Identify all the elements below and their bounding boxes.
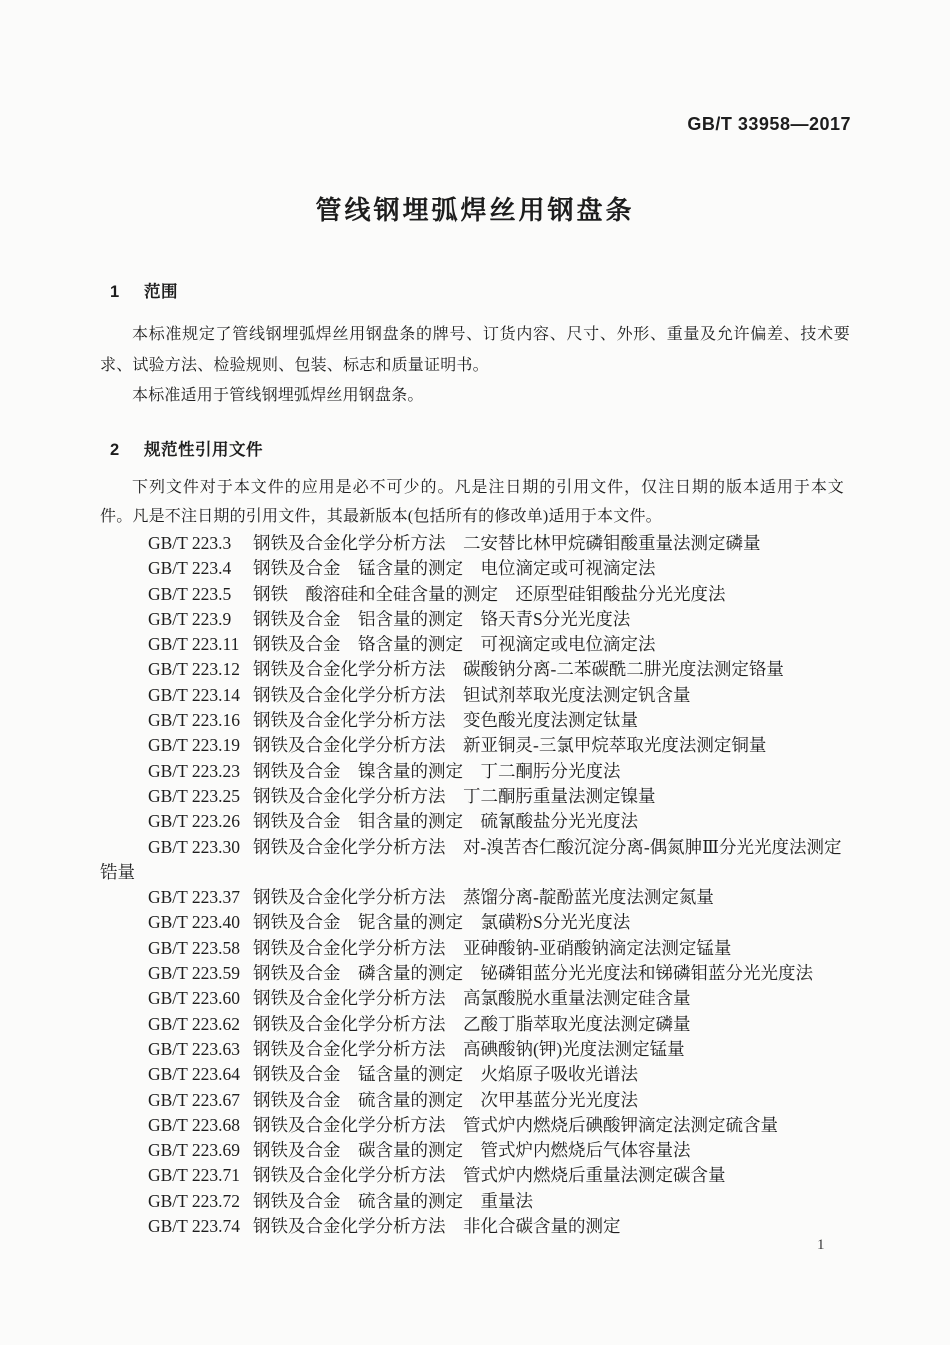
scope-paragraph-1: 本标准规定了管线钢埋弧焊丝用钢盘条的牌号、订货内容、尺寸、外形、重量及允许偏差、技术要求、试验方法、检验规则、包装、标志和质量证明书。 <box>100 326 850 374</box>
reference-item <box>100 1138 850 1163</box>
reference-title: 钢铁及合金 硫含量的测定 次甲基蓝分光光度法 <box>253 1089 638 1110</box>
reference-title: 钢铁及合金化学分析方法 管式炉内燃烧后碘酸钾滴定法测定硫含量 <box>253 1114 778 1135</box>
reference-item <box>100 1163 850 1188</box>
reference-code: GB/T 223.59 <box>148 963 241 984</box>
reference-code: GB/T 223.14 <box>148 684 241 705</box>
reference-title: 钢铁及合金化学分析方法 变色酸光度法测定钛量 <box>253 710 638 731</box>
section-scope-title: 范围 <box>144 283 178 301</box>
reference-title: 钢铁及合金化学分析方法 乙酸丁脂萃取光度法测定磷量 <box>253 1013 691 1034</box>
reference-code: GB/T 223.58 <box>148 937 241 958</box>
reference-title: 钢铁及合金化学分析方法 丁二酮肟重量法测定镍量 <box>253 785 656 806</box>
reference-code: GB/T 223.69 <box>148 1140 241 1161</box>
reference-item <box>100 1062 850 1087</box>
reference-item <box>100 556 850 581</box>
reference-item <box>100 1012 850 1037</box>
section-normative-references-title: 规范性引用文件 <box>144 441 263 459</box>
reference-item <box>100 885 850 910</box>
reference-title: 钢铁及合金 锰含量的测定 火焰原子吸收光谱法 <box>253 1064 638 1085</box>
section-normative-references-number: 2 <box>110 441 120 459</box>
reference-item <box>100 607 850 632</box>
reference-code: GB/T 223.3 <box>148 533 232 553</box>
scope-paragraph-2: 本标准适用于管线钢埋弧焊丝用钢盘条。 <box>132 387 424 404</box>
reference-title: 钢铁及合金化学分析方法 高氯酸脱水重量法测定硅含量 <box>253 988 691 1009</box>
reference-item <box>100 657 850 682</box>
reference-code: GB/T 223.72 <box>148 1190 241 1211</box>
reference-title: 钢铁及合金 硫含量的测定 重量法 <box>253 1190 533 1211</box>
reference-code: GB/T 223.11 <box>148 634 240 655</box>
reference-item <box>100 582 850 607</box>
reference-code: GB/T 223.37 <box>148 887 241 908</box>
section-normative-references-heading <box>110 436 263 460</box>
reference-title: 钢铁及合金化学分析方法 二安替比林甲烷磷钼酸重量法测定磷量 <box>253 533 761 553</box>
reference-title: 钢铁及合金化学分析方法 钽试剂萃取光度法测定钒含量 <box>253 684 691 705</box>
reference-code: GB/T 223.23 <box>148 760 241 781</box>
section-scope-heading <box>110 278 178 302</box>
reference-title: 钢铁及合金 铝含量的测定 铬天青S分光光度法 <box>253 608 631 629</box>
reference-code: GB/T 223.9 <box>148 608 232 629</box>
reference-item <box>100 733 850 758</box>
reference-item <box>100 531 850 556</box>
reference-code: GB/T 223.26 <box>148 811 241 832</box>
reference-item <box>100 809 850 834</box>
reference-title: 钢铁及合金化学分析方法 蒸馏分离-靛酚蓝光度法测定氮量 <box>253 887 714 908</box>
reference-title: 钢铁及合金化学分析方法 对-溴苦杏仁酸沉淀分离-偶氮胂Ⅲ分光光度法测定锆量 <box>100 836 842 882</box>
reference-title: 钢铁及合金 钼含量的测定 硫氰酸盐分光光度法 <box>253 811 638 832</box>
reference-item <box>100 1113 850 1138</box>
normative-references-intro: 下列文件对于本文件的应用是必不可少的。凡是注日期的引用文件，仅注日期的版本适用于本文件。凡是不注日期的引用文件，其最新版本(包括所有的修改单)适用于本文件。 <box>100 479 844 525</box>
reference-title: 钢铁及合金 磷含量的测定 铋磷钼蓝分光光度法和锑磷钼蓝分光光度法 <box>253 963 813 984</box>
reference-code: GB/T 223.74 <box>148 1216 241 1237</box>
reference-title: 钢铁及合金化学分析方法 管式炉内燃烧后重量法测定碳含量 <box>253 1165 726 1186</box>
reference-code: GB/T 223.16 <box>148 710 241 731</box>
reference-code: GB/T 223.68 <box>148 1114 241 1135</box>
reference-code: GB/T 223.25 <box>148 785 241 806</box>
reference-code: GB/T 223.4 <box>148 558 232 579</box>
reference-title: 钢铁及合金化学分析方法 非化合碳含量的测定 <box>253 1216 621 1237</box>
reference-code: GB/T 223.30 <box>148 836 241 857</box>
reference-code: GB/T 223.12 <box>148 659 241 680</box>
reference-title: 钢铁及合金化学分析方法 新亚铜灵-三氯甲烷萃取光度法测定铜量 <box>253 735 767 756</box>
reference-title: 钢铁及合金 碳含量的测定 管式炉内燃烧后气体容量法 <box>253 1140 691 1161</box>
standard-code-header: GB/T 33958—2017 <box>687 114 851 134</box>
reference-code: GB/T 223.40 <box>148 912 241 933</box>
reference-code: GB/T 223.60 <box>148 988 241 1009</box>
reference-code: GB/T 223.5 <box>148 583 232 604</box>
reference-item <box>100 910 850 935</box>
reference-item <box>100 1037 850 1062</box>
reference-item <box>100 708 850 733</box>
reference-title: 钢铁 酸溶硅和全硅含量的测定 还原型硅钼酸盐分光光度法 <box>253 583 726 604</box>
reference-item <box>100 759 850 784</box>
reference-item <box>100 1214 850 1239</box>
reference-title: 钢铁及合金 镍含量的测定 丁二酮肟分光度法 <box>253 760 621 781</box>
reference-item <box>100 936 850 961</box>
reference-title: 钢铁及合金化学分析方法 高碘酸钠(钾)光度法测定锰量 <box>253 1038 685 1059</box>
reference-code: GB/T 223.63 <box>148 1038 241 1059</box>
normative-references-list <box>100 531 850 1239</box>
reference-item <box>100 784 850 809</box>
reference-title: 钢铁及合金化学分析方法 碳酸钠分离-二苯碳酰二肼光度法测定铬量 <box>253 659 784 680</box>
reference-code: GB/T 223.62 <box>148 1013 241 1034</box>
reference-code: GB/T 223.64 <box>148 1064 241 1085</box>
reference-item <box>100 1088 850 1113</box>
reference-item <box>100 986 850 1011</box>
document-title: 管线钢埋弧焊丝用钢盘条 <box>315 195 635 225</box>
reference-title: 钢铁及合金 铬含量的测定 可视滴定或电位滴定法 <box>253 634 656 655</box>
page-number: 1 <box>817 1237 825 1253</box>
reference-code: GB/T 223.19 <box>148 735 241 756</box>
reference-code: GB/T 223.67 <box>148 1089 241 1110</box>
reference-title: 钢铁及合金 铌含量的测定 氯磺粉S分光光度法 <box>253 912 631 933</box>
reference-item <box>100 961 850 986</box>
reference-item <box>100 1189 850 1214</box>
reference-item <box>100 683 850 708</box>
reference-title: 钢铁及合金 锰含量的测定 电位滴定或可视滴定法 <box>253 558 656 579</box>
reference-item <box>100 835 850 886</box>
reference-title: 钢铁及合金化学分析方法 亚砷酸钠-亚硝酸钠滴定法测定锰量 <box>253 937 732 958</box>
reference-code: GB/T 223.71 <box>148 1165 241 1186</box>
reference-item <box>100 632 850 657</box>
section-scope-number: 1 <box>110 283 120 301</box>
